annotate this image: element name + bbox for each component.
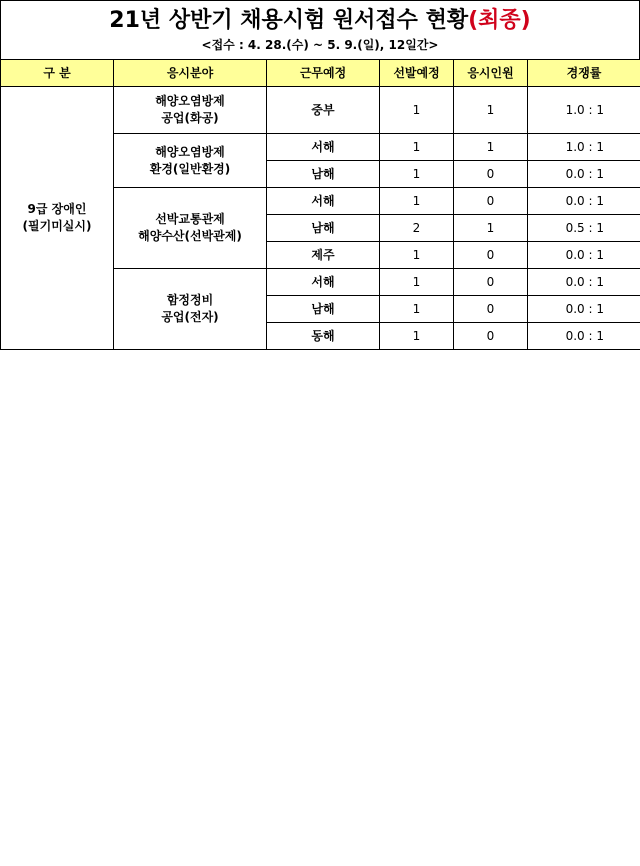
- location-cell: 남해: [267, 161, 380, 188]
- rate-cell: 0.0 : 1: [528, 323, 640, 350]
- planned-cell: 1: [380, 269, 454, 296]
- header-field: 응시분야: [114, 60, 267, 87]
- field-line2: 공업(화공): [161, 111, 219, 125]
- application-period: <접수 : 4. 28.(수) ~ 5. 9.(일), 12일간>: [201, 38, 439, 52]
- recruitment-status-sheet: [0, 0, 640, 350]
- field-cell: [114, 87, 267, 134]
- field-line2: 환경(일반환경): [149, 161, 231, 176]
- rate-cell: 0.0 : 1: [528, 296, 640, 323]
- applicants-cell: 0: [454, 269, 528, 296]
- title-main: 21년 상반기 채용시험 원서접수 현황: [109, 8, 469, 33]
- header-category: 구 분: [1, 60, 114, 87]
- planned-cell: 1: [380, 296, 454, 323]
- rate-cell: 0.0 : 1: [528, 188, 640, 215]
- planned-cell: 1: [380, 134, 454, 161]
- location-cell: 남해: [267, 296, 380, 323]
- field-line2: 공업(전자): [161, 310, 219, 324]
- rate-cell: 0.0 : 1: [528, 242, 640, 269]
- field-cell: [114, 134, 267, 188]
- category-cell: [1, 87, 114, 350]
- planned-cell: 1: [380, 161, 454, 188]
- field-line1: 해양오염방제: [155, 144, 225, 159]
- field-line1: 선박교통관제: [155, 212, 225, 226]
- planned-cell: 1: [380, 188, 454, 215]
- planned-cell: 1: [380, 242, 454, 269]
- location-cell: 서해: [267, 134, 380, 161]
- table-row: [1, 87, 640, 134]
- header-planned: 선발예정: [380, 60, 454, 87]
- location-cell: 서해: [267, 188, 380, 215]
- rate-cell: 1.0 : 1: [528, 134, 640, 161]
- field-line2: 해양수산(선박관제): [138, 229, 242, 243]
- rate-cell: 0.0 : 1: [528, 161, 640, 188]
- category-line1: 9급 장애인: [27, 202, 87, 216]
- rate-cell: 0.0 : 1: [528, 269, 640, 296]
- applicants-cell: 0: [454, 242, 528, 269]
- field-line1: 함정정비: [166, 293, 214, 307]
- location-cell: 동해: [267, 323, 380, 350]
- planned-cell: 1: [380, 87, 454, 134]
- field-line1: 해양오염방제: [155, 94, 225, 108]
- rate-cell: 1.0 : 1: [528, 87, 640, 134]
- field-cell: [114, 188, 267, 269]
- applicants-cell: 1: [454, 215, 528, 242]
- title-box: [0, 0, 640, 59]
- rate-cell: 0.5 : 1: [528, 215, 640, 242]
- header-applicants: 응시인원: [454, 60, 528, 87]
- location-cell: 남해: [267, 215, 380, 242]
- planned-cell: 1: [380, 323, 454, 350]
- category-line2: (필기미실시): [22, 219, 92, 233]
- field-cell: [114, 269, 267, 350]
- applicants-cell: 1: [454, 134, 528, 161]
- header-location: 근무예정: [267, 60, 380, 87]
- applicants-cell: 0: [454, 323, 528, 350]
- header-row: [1, 60, 640, 87]
- location-cell: 제주: [267, 242, 380, 269]
- location-cell: 서해: [267, 269, 380, 296]
- applicants-cell: 0: [454, 296, 528, 323]
- status-table: [0, 59, 640, 350]
- location-cell: 중부: [267, 87, 380, 134]
- header-rate: 경쟁률: [528, 60, 640, 87]
- title-final-tag: (최종): [468, 8, 531, 33]
- page-title: [1, 1, 639, 34]
- applicants-cell: 0: [454, 161, 528, 188]
- applicants-cell: 0: [454, 188, 528, 215]
- applicants-cell: 1: [454, 87, 528, 134]
- planned-cell: 2: [380, 215, 454, 242]
